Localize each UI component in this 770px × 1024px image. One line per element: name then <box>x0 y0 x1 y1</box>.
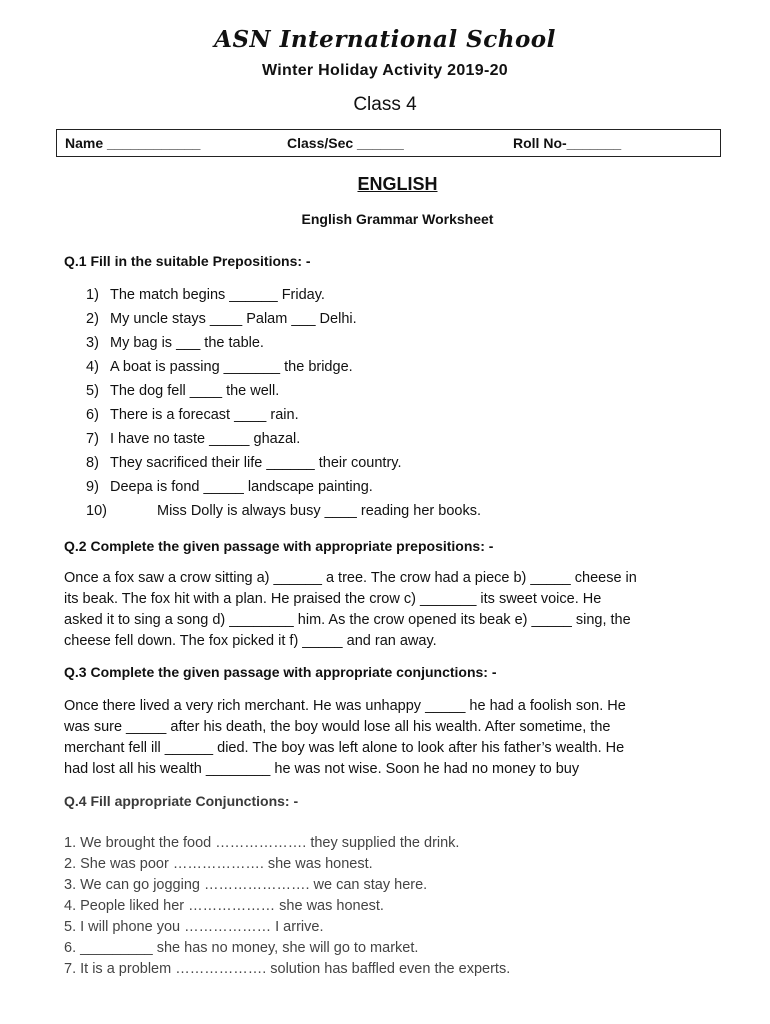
item-number: 6) <box>86 407 99 423</box>
q2-passage <box>64 568 724 652</box>
school-name: ASN International School <box>214 26 556 53</box>
item-text: I have no taste _____ ghazal. <box>110 431 301 447</box>
item-text: Deepa is fond _____ landscape painting. <box>110 479 373 495</box>
item-number: 7) <box>86 431 99 447</box>
passage-line: asked it to sing a song d) ________ him. As the crow opened its beak e) _____ sing, the <box>64 612 631 628</box>
q2-heading: Q.2 Complete the given passage with appropriate prepositions: - <box>64 538 494 554</box>
list-item <box>86 284 481 308</box>
list-item <box>86 332 481 356</box>
list-item <box>86 500 481 524</box>
item-text: A boat is passing _______ the bridge. <box>110 359 353 375</box>
q3-passage <box>64 696 724 780</box>
item-text: My uncle stays ____ Palam ___ Delhi. <box>110 311 357 327</box>
class-label: Class 4 <box>353 94 417 115</box>
list-item <box>86 452 481 476</box>
activity-subtitle: Winter Holiday Activity 2019-20 <box>262 62 508 79</box>
item-text: My bag is ___ the table. <box>110 335 264 351</box>
passage-line: was sure _____ after his death, the boy would lose all his wealth. After sometime, the <box>64 719 611 735</box>
q1-list <box>86 284 481 524</box>
passage-line: Once there lived a very rich merchant. He was unhappy _____ he had a foolish son. He <box>64 698 626 714</box>
item-number: 3) <box>86 335 99 351</box>
class-sec-field: Class/Sec ______ <box>287 135 404 151</box>
list-item: 3. We can go jogging …………………. we can stay here. <box>64 877 428 893</box>
item-text: Miss Dolly is always busy ____ reading her books. <box>157 503 481 519</box>
list-item <box>86 428 481 452</box>
q1-heading: Q.1 Fill in the suitable Prepositions: - <box>64 253 311 269</box>
list-item <box>86 476 481 500</box>
q3-heading: Q.3 Complete the given passage with appropriate conjunctions: - <box>64 664 497 680</box>
passage-line: cheese fell down. The fox picked it f) _____ and ran away. <box>64 633 437 649</box>
item-number: 1) <box>86 287 99 303</box>
roll-no-field: Roll No-_______ <box>513 135 622 151</box>
item-number: 9) <box>86 479 99 495</box>
q4-list <box>64 833 510 980</box>
q4-heading: Q.4 Fill appropriate Conjunctions: - <box>64 793 299 809</box>
item-text: There is a forecast ____ rain. <box>110 407 299 423</box>
item-number: 4) <box>86 359 99 375</box>
passage-line: had lost all his wealth ________ he was not wise. Soon he had no money to buy <box>64 761 580 777</box>
passage-line: its beak. The fox hit with a plan. He praised the crow c) _______ its sweet voice. He <box>64 591 602 607</box>
list-item: 6. _________ she has no money, she will go to market. <box>64 940 419 956</box>
list-item <box>86 404 481 428</box>
item-number: 8) <box>86 455 99 471</box>
list-item: 5. I will phone you ……………… I arrive. <box>64 919 324 935</box>
item-text: The match begins ______ Friday. <box>110 287 325 303</box>
worksheet-title: English Grammar Worksheet <box>301 211 494 227</box>
list-item: 4. People liked her ……………… she was honest. <box>64 898 384 914</box>
item-number: 5) <box>86 383 99 399</box>
item-text: The dog fell ____ the well. <box>110 383 280 399</box>
passage-line: Once a fox saw a crow sitting a) ______ a tree. The crow had a piece b) _____ cheese in <box>64 570 637 586</box>
list-item: 1. We brought the food ………………. they supplied the drink. <box>64 835 460 851</box>
item-text: They sacrificed their life ______ their country. <box>110 455 402 471</box>
item-number: 2) <box>86 311 99 327</box>
item-number: 10) <box>86 503 107 519</box>
name-field: Name ____________ <box>65 135 201 151</box>
section-title: ENGLISH <box>357 174 438 194</box>
list-item <box>86 308 481 332</box>
list-item <box>86 356 481 380</box>
list-item <box>86 380 481 404</box>
list-item: 7. It is a problem ………………. solution has baffled even the experts. <box>64 961 511 977</box>
student-info-box <box>56 129 721 157</box>
list-item: 2. She was poor ………………. she was honest. <box>64 856 373 872</box>
passage-line: merchant fell ill ______ died. The boy was left alone to look after his father’s wealth. He <box>64 740 625 756</box>
